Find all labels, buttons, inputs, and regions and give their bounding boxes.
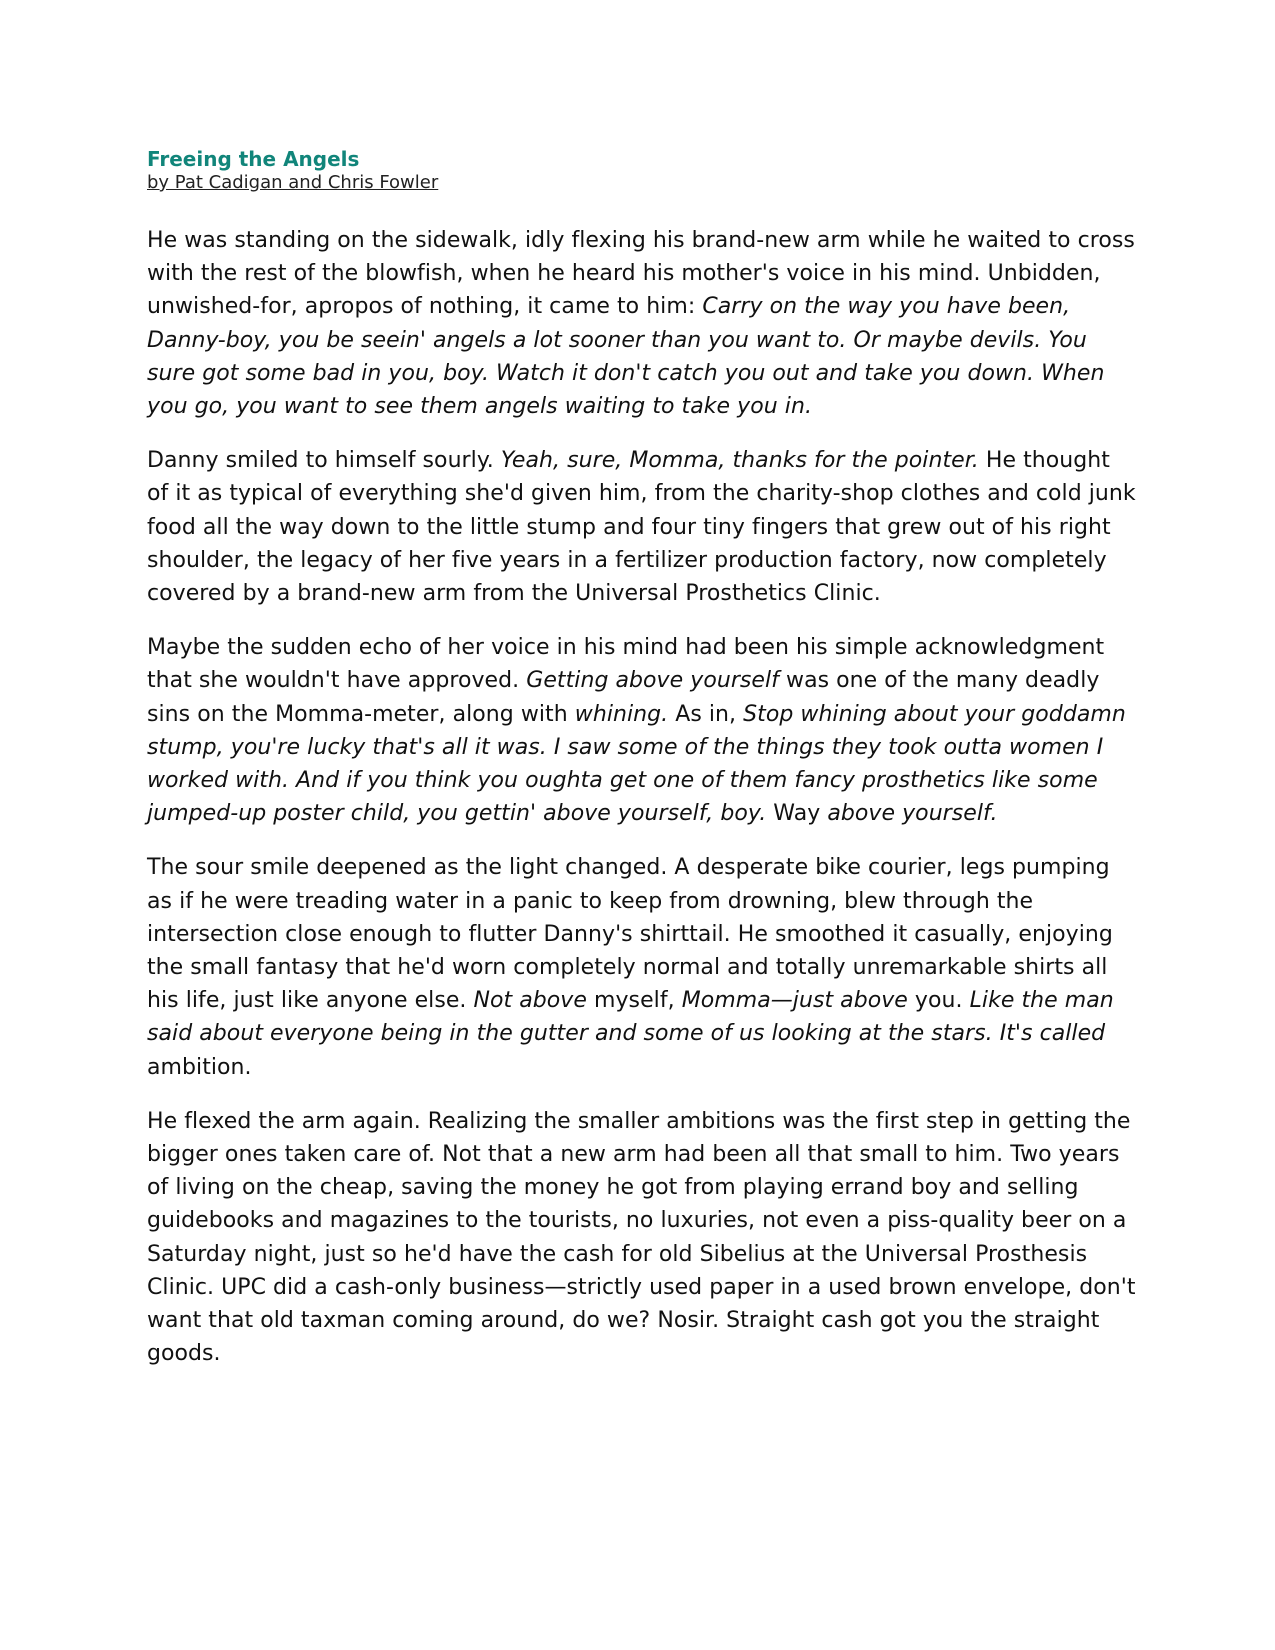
text-run: Way <box>766 801 828 827</box>
text-run: He flexed the arm again. Realizing the smaller ambitions was the first step in getting the bigger ones taken care of. Not that a new arm had been all that small to him. Two years of living on the cheap, saving the money he got from playing errand boy and selling guidebooks and magazines to the tourists, no luxuries, not even a piss-quality beer on a Saturday night, just so he'd have the cash for old Sibelius at the Universal Prosthesis Clinic. UPC did a cash-only business—strictly used paper in a used brown envelope, don't want that old taxman coming around, do we? Nosir. Straight cash got you the straight goods. <box>147 1108 1136 1367</box>
story-title: Freeing the Angels <box>147 147 360 171</box>
italic-run: Like the man said about everyone being in the gutter and some of us looking at the stars. It's called <box>147 988 1114 1047</box>
text-run: ambition. <box>147 1054 252 1080</box>
paragraph-5 <box>147 1105 1137 1371</box>
paragraph-2 <box>147 444 1137 610</box>
document-page <box>147 146 1137 1392</box>
text-run: Maybe the sudden echo of her voice in his mind had been his simple acknowledgment that she wouldn't have approved. <box>147 635 1105 694</box>
text-run: you. <box>907 988 970 1014</box>
paragraph-4 <box>147 851 1137 1083</box>
text-run: was one of the many deadly sins on the Momma-meter, along with <box>147 668 1100 727</box>
text-run: He was standing on the sidewalk, idly flexing his brand-new arm while he waited to cross with the rest of the blowfish, when he heard his mother's voice in his mind. Unbidden, unwished-for, apropos of nothing, it came to him: <box>147 228 1135 320</box>
italic-run: Carry on the way you have been, Danny-boy, you be seein' angels a lot sooner than you want to. Or maybe devils. You sure got some bad in you, boy. Watch it don't catch you out and take you down. When you go, you want to see them angels waiting to take you in. <box>147 294 1105 420</box>
text-run: The sour smile deepened as the light changed. A desperate bike courier, legs pumping as if he were treading water in a panic to keep from drowning, blew through the intersection close enough to flutter Danny's shirttail. He smoothed it casually, enjoying the small fantasy that he'd worn completely normal and totally unremarkable shirts all his life, just like anyone else. <box>147 855 1113 1014</box>
text-run: myself, <box>586 988 682 1014</box>
italic-run: Not above <box>473 988 587 1014</box>
italic-run: above yourself. <box>827 801 998 827</box>
story-body <box>147 224 1137 1371</box>
italic-run: Momma—just above <box>681 988 908 1014</box>
text-run: As in, <box>668 701 744 727</box>
byline-link[interactable]: by Pat Cadigan and Chris Fowler <box>147 172 439 193</box>
text-run: He thought of it as typical of everything she'd given him, from the charity-shop clothes and cold junk food all the way down to the little stump and four tiny fingers that grew out of his right shoulder, the legacy of her five years in a fertilizer production factory, now completely covered by a brand-new arm from the Universal Prosthetics Clinic. <box>147 448 1136 607</box>
italic-run: Stop whining about your goddamn stump, you're lucky that's all it was. I saw some of the things they took outta women I worked with. And if you think you oughta get one of them fancy prosthetics like some jumped-up poster child, you gettin' above yourself, boy. <box>147 701 1126 827</box>
italic-run: Getting above yourself <box>526 668 779 694</box>
paragraph-1 <box>147 224 1137 423</box>
paragraph-3 <box>147 631 1137 830</box>
italic-run: Yeah, sure, Momma, thanks for the pointer. <box>500 448 979 474</box>
italic-run: whining. <box>574 701 669 727</box>
text-run: Danny smiled to himself sourly. <box>147 448 501 474</box>
